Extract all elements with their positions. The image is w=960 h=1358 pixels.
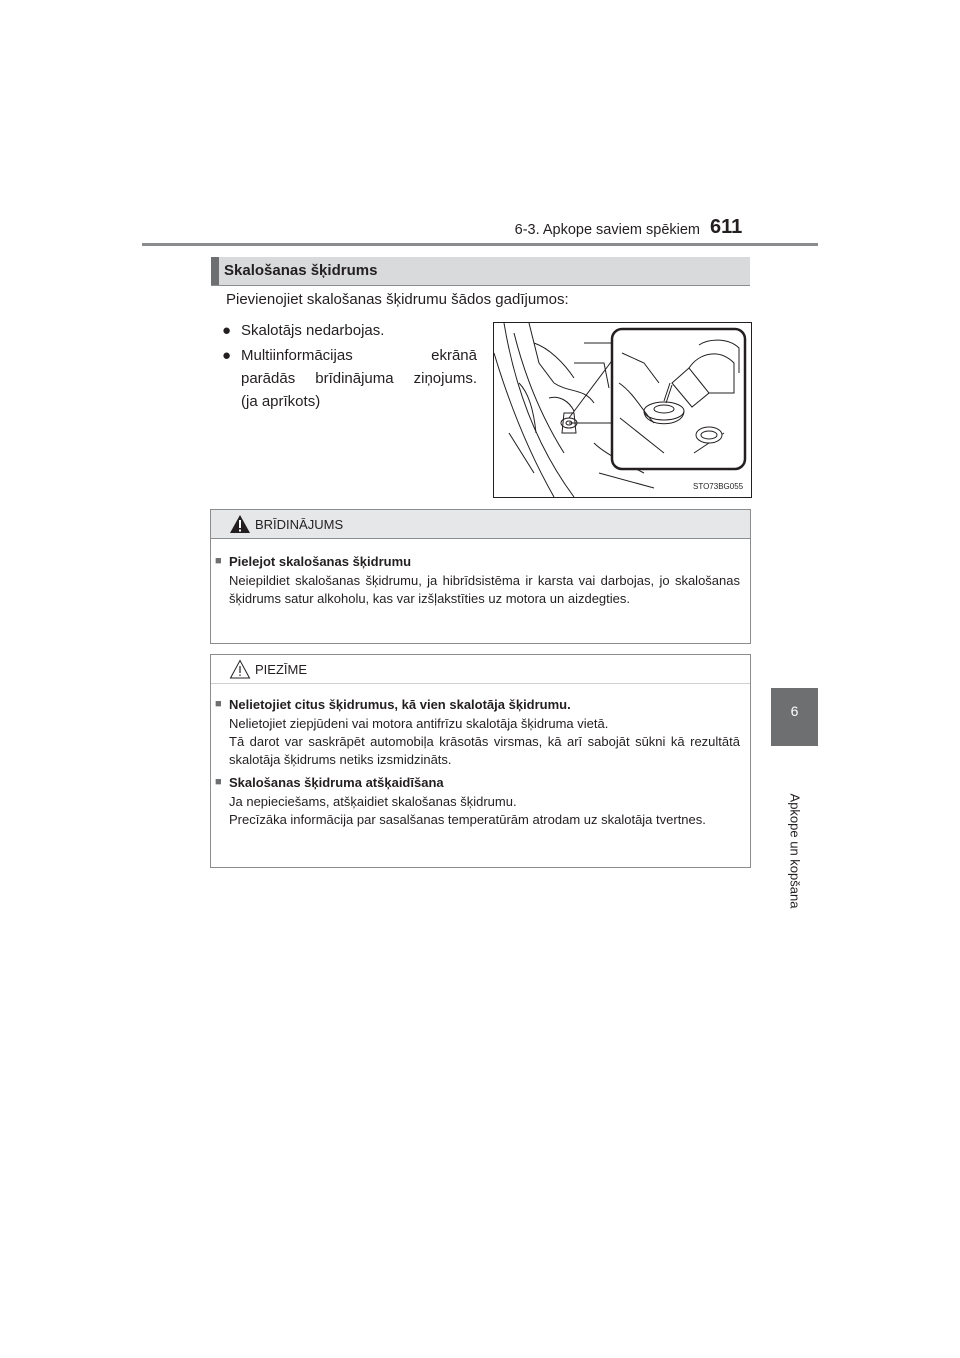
- bullet-line: (ja aprīkots): [241, 393, 321, 410]
- bullet-symbol: ●: [222, 347, 232, 364]
- page-number: 611: [710, 216, 743, 238]
- notice-item-heading-text: Nelietojiet citus šķidrumus, kā vien skalotāja šķidrumu.: [229, 697, 571, 712]
- notice-item-heading-text: Skalošanas šķidruma atšķaidīšana: [229, 775, 444, 790]
- notice-item-heading: [215, 697, 750, 712]
- notice-item-text: Tā darot var saskrāpēt automobiļa krāsotās virsmas, kā arī sabojāt sūkni kā rezultātā skalotāja šķidrums netiks izsmidzināts.: [229, 734, 740, 767]
- bullet-item-2: [222, 344, 477, 414]
- washer-fluid-illustration: [493, 322, 752, 498]
- section-heading: [211, 257, 750, 285]
- bullet-text: [241, 344, 477, 413]
- notice-item-heading: [215, 775, 750, 790]
- figure-code: STO73BG055: [693, 482, 744, 491]
- notice-item-text: Nelietojiet ziepjūdeni vai motora antifrīzu skalotāja šķidruma vietā.: [229, 716, 609, 731]
- notice-item-text: Precīzāka informācija par sasalšanas temperatūrām atrodam uz skalotāja tvertnes.: [229, 812, 706, 827]
- chapter-tab-label: [771, 746, 818, 956]
- section-heading-rule: [211, 285, 750, 286]
- warning-item-heading-text: Pielejot skalošanas šķidrumu: [229, 554, 412, 569]
- bullet-symbol: ●: [222, 322, 232, 339]
- header-rule: [142, 243, 818, 246]
- running-header-section: 6-3. Apkope saviem spēkiem: [514, 222, 700, 238]
- section-intro: Pievienojiet skalošanas šķidrumu šādos gadījumos:: [226, 291, 569, 308]
- warning-triangle-icon: [229, 514, 251, 534]
- notice-title-bar: [211, 655, 750, 684]
- section-heading-bar: [211, 257, 219, 285]
- warning-item-heading: [215, 554, 750, 569]
- notice-title: PIEZĪME: [255, 662, 308, 677]
- illustration-drawing: [494, 323, 751, 497]
- bullet-line: Multiinformācijas ekrānā: [241, 347, 477, 364]
- chapter-tab-number: 6: [771, 688, 818, 746]
- notice-item-text: Ja nepieciešams, atšķaidiet skalošanas šķidrumu.: [229, 794, 517, 809]
- chapter-tab-label-text: Apkope un kopšana: [787, 793, 802, 909]
- warning-item-text: Neiepildiet skalošanas šķidrumu, ja hibrīdsistēma ir karsta vai darbojas, jo skalošanas šķidrums satur alkoholu, kas var izšļakstīties uz motora un aizdegties.: [229, 573, 740, 606]
- warning-title-bar: [211, 510, 750, 539]
- bullet-line: parādās brīdinājuma ziņojums.: [241, 370, 477, 387]
- bullet-text: Skalotājs nedarbojas.: [241, 322, 385, 339]
- warning-title: BRĪDINĀJUMS: [255, 517, 344, 532]
- item-square-icon: ■: [215, 698, 222, 710]
- section-heading-text: Skalošanas šķidrums: [224, 262, 378, 279]
- item-square-icon: ■: [215, 555, 222, 567]
- notice-box: [210, 654, 751, 868]
- bullet-item-1: [222, 319, 477, 342]
- warning-box: [210, 509, 751, 644]
- item-square-icon: ■: [215, 776, 222, 788]
- notice-triangle-icon: [229, 659, 251, 679]
